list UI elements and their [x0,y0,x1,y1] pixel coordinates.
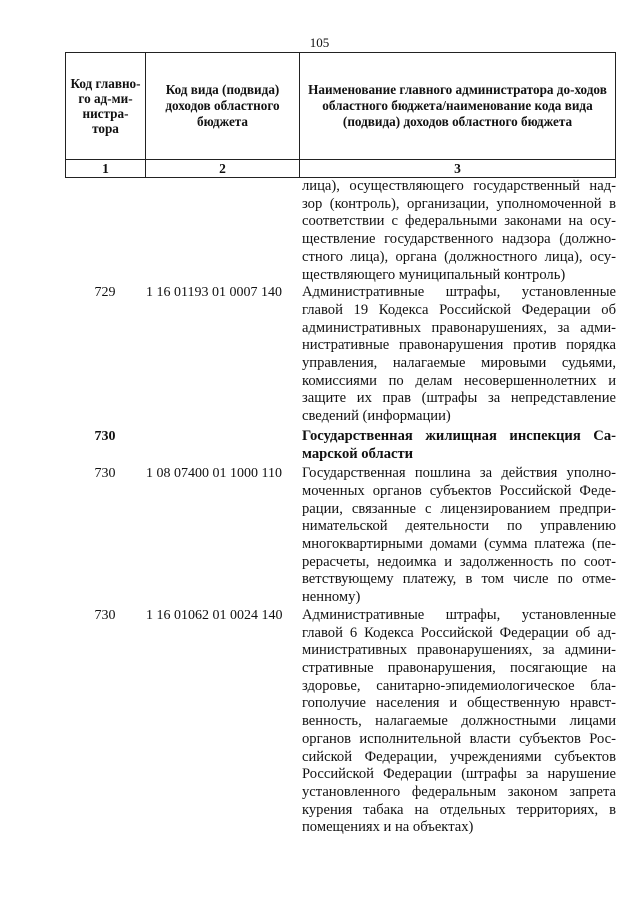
header-name-text: Наименование главного администратора до-ходов областного бюджета/наименование кода вида (подвида) доходов областного бюджета [308,82,607,129]
admin-code: 730 [94,607,116,623]
income-name: Административные штрафы, установленные главой 6 Кодекса Российской Федерации об ад-министративных правонарушениях, за админи-стративные правонарушения, посягающие на здоровье, санитарно-эпидемиологическое бла-гополучие населения и общественную нравст-венность, налагаемые должностными лицами органов исполнительной власти субъектов Рос-сийской Федерации, учреждениями субъектов Российской Федерации (штрафы за нарушение установленного федеральным законом запрета курения табака на отдельных территориях, в помещениях и на объектах) [302,606,616,836]
table-body [65,178,615,837]
header-income-code-text: Код вида (подвида) доходов областного бюджета [165,82,280,129]
admin-code: 729 [94,285,116,301]
income-name: Государственная пошлина за действия уполно-моченных органов субъектов Российской Феде-рации, связанные с лицензированием предпри-нимательской деятельности по управлению многоквартирными домами (сумма платежа (пе-рерасчеты, недоимка и задолженность по соот-ветствующему платежу, в том числе по отме-ненному) [302,465,616,606]
table-row [65,607,615,837]
table-header [65,52,616,178]
income-name: Административные штрафы, установленные главой 19 Кодекса Российской Федерации об административных правонарушениях, за адми-нистративные правонарушения против порядка управления, налагаемые мировыми судьями, комиссиями по делам несовершеннолетних и защите их прав (штрафы за непредставление сведений (информации) [302,284,616,425]
header-name [300,53,616,160]
admin-code: 730 [94,428,116,444]
income-code: 1 08 07400 01 1000 110 [146,466,282,482]
income-name: лица), осуществляющего государственный над-зор (контроль), организации, уполномоченной в соответствии с федеральными законами на осу-ществление государственного надзора (должно-стного лица), органа (должностного лица), осу-ществляющего муниципальный контроль) [302,178,616,283]
page-number: 105 [309,35,330,50]
header-admin-code-text: Код главно-го ад-ми-нистра-тора [70,76,141,136]
table-row [65,284,615,426]
table-row [65,428,615,463]
header-num-3: 3 [300,160,616,178]
admin-name: Государственная жилищная инспекция Са-марской области [302,427,616,462]
table-row [65,465,615,607]
header-num-1: 1 [66,160,146,178]
header-income-code [146,53,300,160]
income-code: 1 16 01193 01 0007 140 [146,285,282,301]
header-num-2: 2 [146,160,300,178]
header-admin-code [66,53,146,160]
admin-code: 730 [94,466,116,482]
table-row [65,178,615,284]
income-code: 1 16 01062 01 0024 140 [146,607,283,623]
